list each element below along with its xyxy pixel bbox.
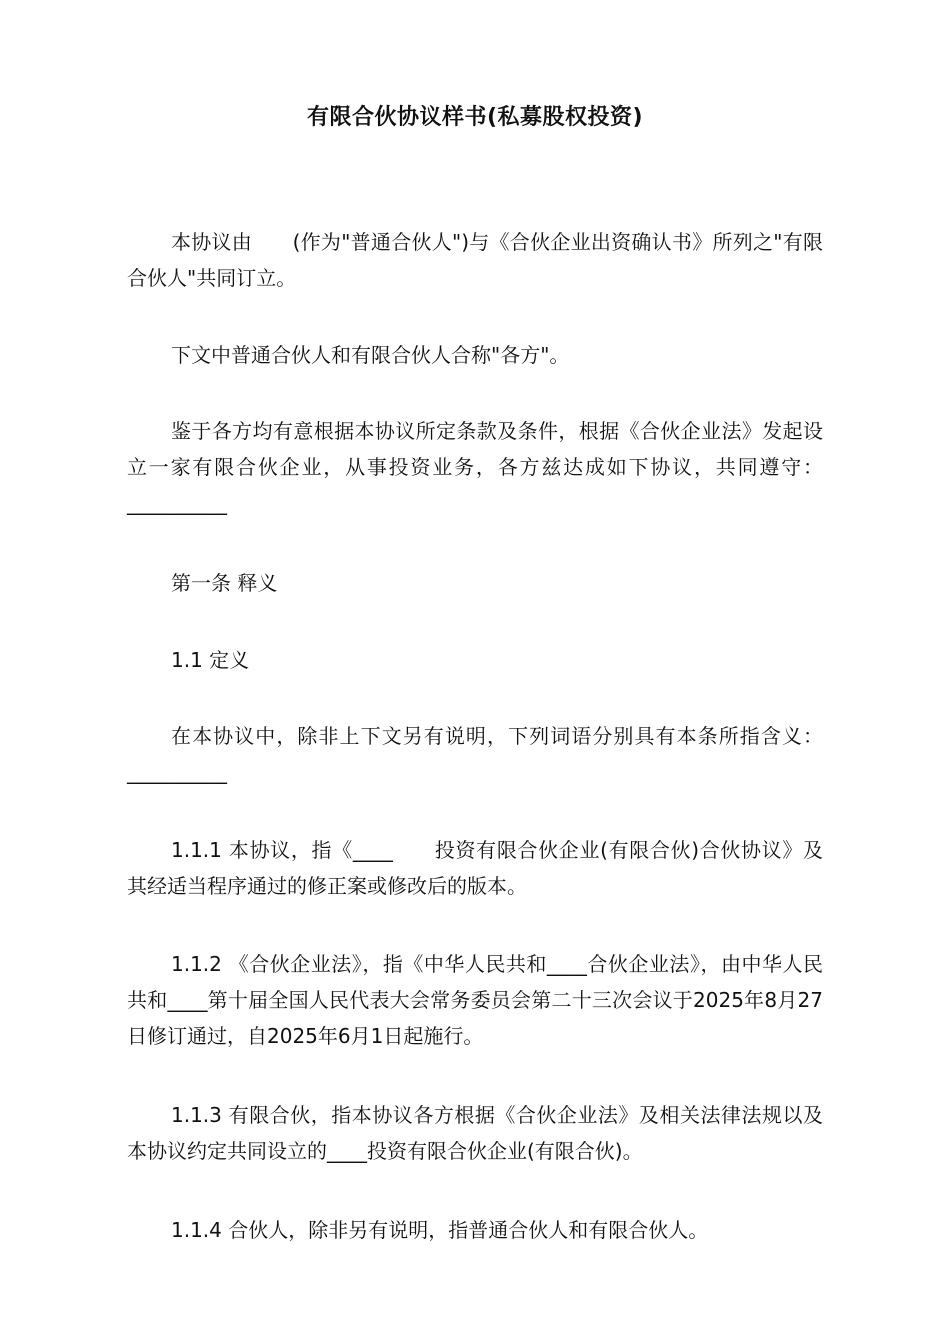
paragraph-recital: 鉴于各方均有意根据本协议所定条款及条件，根据《合伙企业法》发起设立一家有限合伙企业，从事投资业务，各方兹达成如下协议，共同遵守：__________ — [127, 419, 823, 515]
paragraph-collective-name: 下文中普通合伙人和有限合伙人合称"各方"。 — [171, 343, 570, 367]
article-1-heading: 第一条 释义 — [171, 571, 278, 595]
document-title: 有限合伙协议样书(私募股权投资) — [306, 105, 644, 130]
clause-1-1-3: 1.1.3 有限合伙，指本协议各方根据《合伙企业法》及相关法律法规以及本协议约定共同设立的____投资有限合伙企业(有限合伙)。 — [127, 1103, 823, 1163]
paragraph-parties: 本协议由 (作为"普通合伙人")与《合伙企业出资确认书》所列之"有限合伙人"共同订立。 — [127, 230, 823, 290]
clause-1-1-2: 1.1.2 《合伙企业法》，指《中华人民共和____合伙企业法》，由中华人民共和____第十届全国人民代表大会常务委员会第二十三次会议于2025年8月27日修订通过，自2025年6月1日起施行。 — [127, 952, 823, 1048]
section-1-1-heading: 1.1 定义 — [171, 648, 250, 672]
clause-1-1-4: 1.1.4 合伙人，除非另有说明，指普通合伙人和有限合伙人。 — [171, 1218, 709, 1242]
clause-1-1-1: 1.1.1 本协议，指《____ 投资有限合伙企业(有限合伙)合伙协议》及其经适当程序通过的修正案或修改后的版本。 — [127, 838, 823, 898]
paragraph-definitions-intro: 在本协议中，除非上下文另有说明，下列词语分别具有本条所指含义：__________ — [127, 724, 823, 784]
